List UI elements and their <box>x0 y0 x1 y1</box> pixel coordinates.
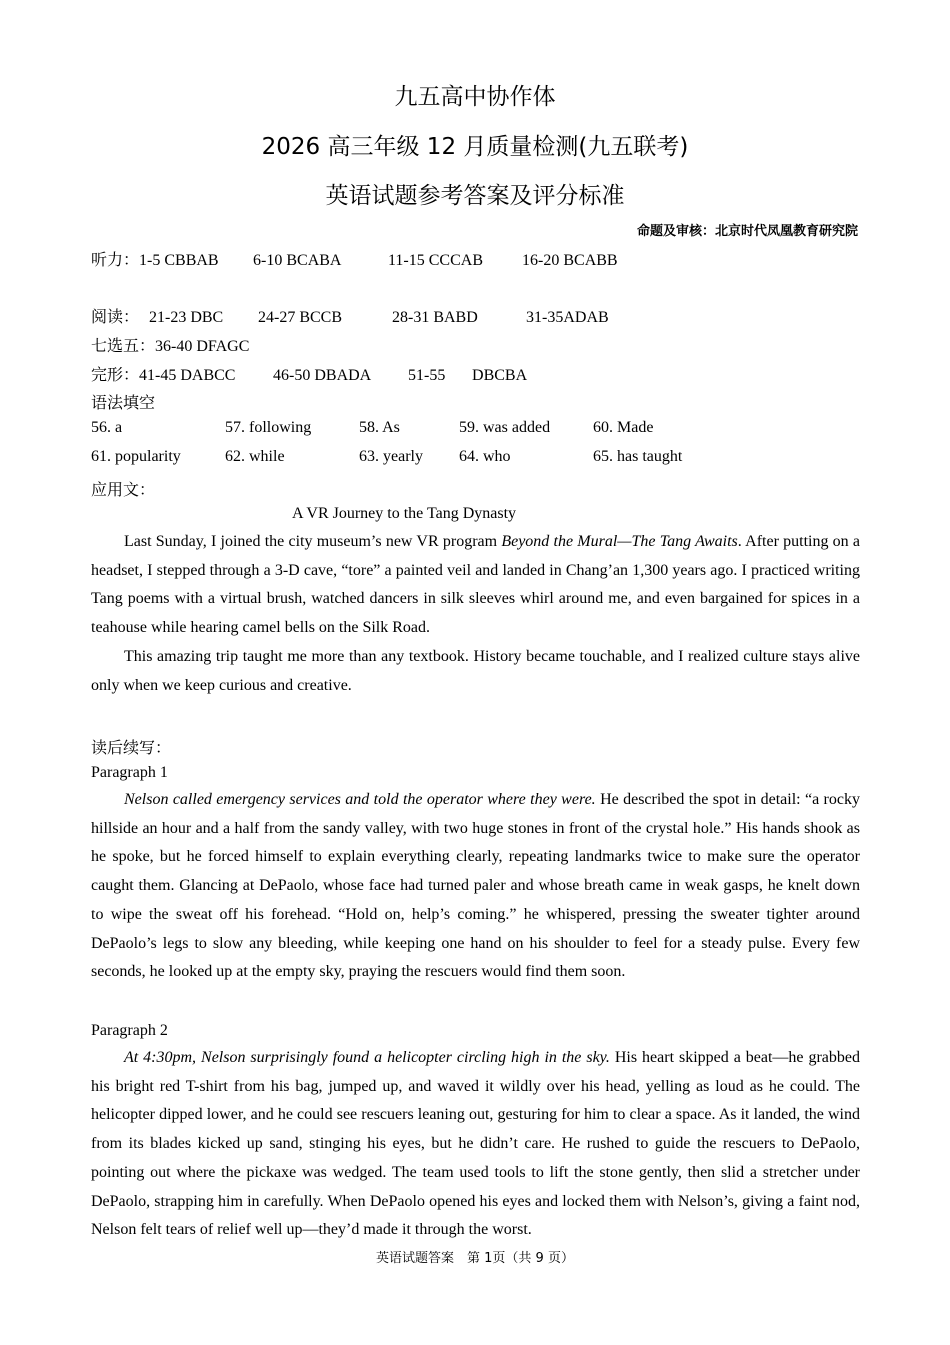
header-author: 命题及审核：北京时代凤凰教育研究院 <box>636 224 858 239</box>
program-name: Beyond the Mural—The Tang Awaits <box>501 533 738 550</box>
listening-answers <box>91 247 618 270</box>
header-exam: 2026 高三年级 12 月质量检测(九五联考) <box>261 134 689 160</box>
grammar-answer: 63. yearly <box>359 448 423 465</box>
grammar-answer: 56. a <box>91 419 123 436</box>
paragraph-text: Last Sunday, I joined the city museum’s new VR program <box>124 533 502 550</box>
answer-group: 6-10 BCABA <box>253 252 342 269</box>
page-footer: 英语试题答案 第 1页（共 9 页） <box>376 1251 574 1266</box>
continuation-paragraph-1 <box>91 786 860 987</box>
paragraph-text: His heart skipped a beat—he grabbed his bright red T-shirt from his bag, jumped up, and waved it wildly over his head, yelling as loud as he could. The helicopter dipped lower, and he could see rescuers leaning out, gesturing for him to clear a space. As it landed, the wind from its blades kicked up sand, stinging his eyes, but he didn’t care. He rushed to guide the rescuers to DePaolo, pointing out where the pickaxe was wedged. The team used tools to lift the stone gently, then slid a stretcher under DePaolo, strapping him in carefully. When DePaolo opened his eyes and locked them with Nelson’s, giving a faint nod, Nelson felt tears of relief well up—they’d made it through the worst. <box>91 1049 861 1239</box>
given-sentence: At 4:30pm, Nelson surprisingly found a helicopter circling high in the sky. <box>124 1049 610 1066</box>
answer-group: 16-20 BCABB <box>522 252 618 269</box>
reading-answers <box>91 304 609 327</box>
grammar-answer: 64. who <box>459 448 511 465</box>
given-sentence: Nelson called emergency services and told the operator where they were. <box>124 791 596 808</box>
header-subtitle: 英语试题参考答案及评分标准 <box>325 183 625 209</box>
paragraph-text: . After putting on a headset, I stepped through a 3-D cave, “tore” a painted veil and landed in Chang’an 1,300 years ago. I practiced writing Tang poems with a virtual brush, watched dancers in silk sleeves whirl around me, and even bargained for spices in a teahouse while hearing camel bells on the Silk Road. <box>91 533 861 637</box>
continuation-paragraph-2 <box>91 1044 860 1245</box>
grammar-answer: 60. Made <box>593 419 654 436</box>
grammar-answer: 57. following <box>225 419 312 436</box>
answer-group: 41-45 DABCC <box>139 367 236 384</box>
continuation-label: 读后续写： <box>91 740 172 757</box>
answer-group: 28-31 BABD <box>392 309 478 326</box>
seven-label: 七选五： <box>91 338 156 355</box>
grammar-answer: 61. popularity <box>91 448 181 465</box>
paragraph-text: He described the spot in detail: “a rocky hillside an hour and a half from the sandy valley, with two huge stones in front of the crystal hole.” His hands shook as he spoke, but he forced himself to explain everything clearly, repeating landmarks twice to make sure the operator caught them. Glancing at DePaolo, whose face had turned paler and whose breath came in weak gasps, he knelt down to wipe the sweat off his forehead. “Hold on, help’s coming.” he whispered, pressing the sweater tighter around DePaolo’s legs to slow any bleeding, while keeping one hand on his shoulder to feel for a steady pulse. Every few seconds, he looked up at the empty sky, praying the rescuers would find them soon. <box>91 791 860 981</box>
answer-group: DBCBA <box>472 367 528 384</box>
grammar-answer: 62. while <box>225 448 285 465</box>
application-label: 应用文： <box>91 482 156 499</box>
listening-label: 听力： <box>91 252 140 269</box>
answer-group: 36-40 DFAGC <box>155 338 250 355</box>
answer-group: 31-35ADAB <box>526 309 609 326</box>
essay-title: A VR Journey to the Tang Dynasty <box>292 505 517 522</box>
header-org: 九五高中协作体 <box>394 84 556 110</box>
answer-group: 51-55 <box>408 367 446 384</box>
seven-choice-answers <box>91 333 249 356</box>
answer-group: 1-5 CBBAB <box>139 252 219 269</box>
answer-group: 24-27 BCCB <box>258 309 343 326</box>
paragraph-2-label: Paragraph 2 <box>91 1022 168 1039</box>
application-paragraph-1 <box>91 528 860 643</box>
grammar-answer: 65. has taught <box>593 448 683 465</box>
grammar-answer: 59. was added <box>459 419 551 436</box>
answer-group: 21-23 DBC <box>149 309 224 326</box>
grammar-label: 语法填空 <box>91 395 156 412</box>
cloze-label: 完形： <box>91 367 140 384</box>
paragraph-1-label: Paragraph 1 <box>91 764 168 781</box>
grammar-answer: 58. As <box>359 419 400 436</box>
answer-group: 46-50 DBADA <box>273 367 372 384</box>
answer-group: 11-15 CCCAB <box>388 252 483 269</box>
cloze-answers <box>91 362 527 385</box>
application-paragraph-2: This amazing trip taught me more than any textbook. History became touchable, and I realized culture stays alive only when we keep curious and creative. <box>91 648 860 694</box>
reading-label: 阅读： <box>91 309 140 326</box>
